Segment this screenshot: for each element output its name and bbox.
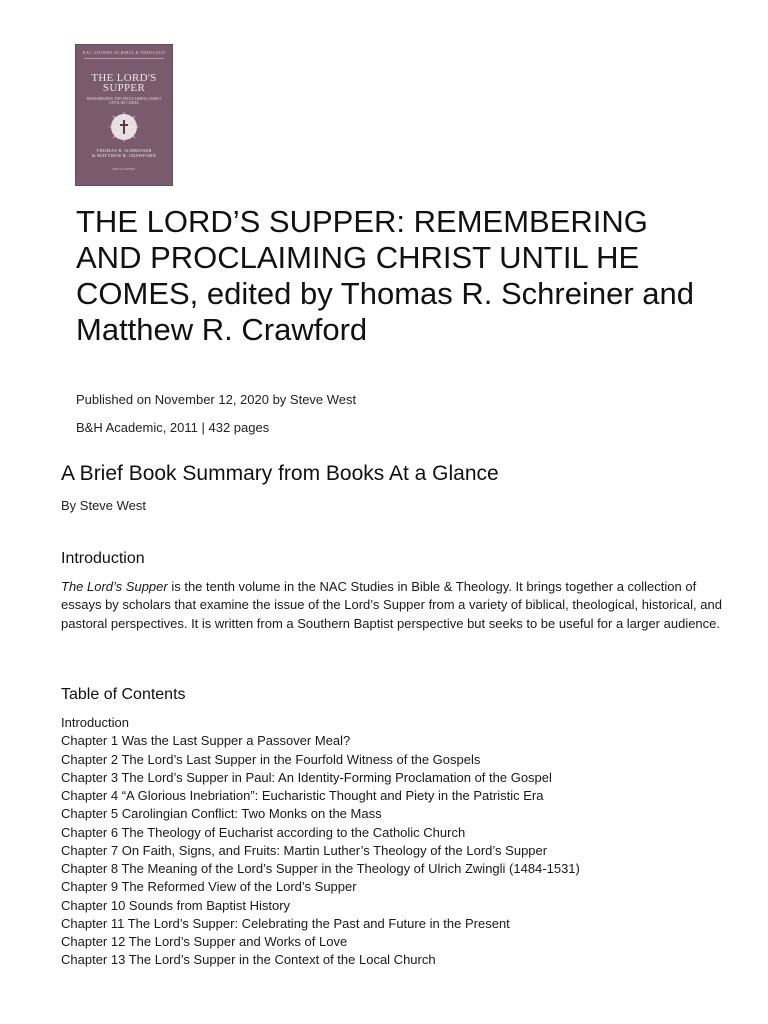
toc-item: Chapter 8 The Meaning of the Lord’s Supper in the Theology of Ulrich Zwingli (1484-1531) (61, 861, 580, 876)
toc-item: Chapter 12 The Lord’s Supper and Works of Love (61, 934, 348, 949)
toc-item: Chapter 9 The Reformed View of the Lord’s Supper (61, 879, 357, 895)
cover-subtitle: REMEMBERING AND PROCLAIMING CHRIST UNTIL HE COMES (86, 97, 162, 106)
book-title: THE LORD’S SUPPER: REMEMBERING AND PROCLAIMING CHRIST UNTIL HE COMES, edited by Thomas R. Schreiner and Matthew R. Crawford (76, 204, 694, 347)
toc-heading: Table of Contents (61, 686, 186, 703)
toc-item: Chapter 7 On Faith, Signs, and Fruits: Martin Luther’s Theology of the Lord’s Supper (61, 842, 548, 858)
introduction-text: is the tenth volume in the NAC Studies in Bible & Theology. It brings together a collection of essays by scholars that examine the issue of the Lord’s Supper from a variety of biblical, theological, historical, and pastoral perspectives. It is written from a Southern Baptist perspective but seeks to be useful for a larger audience. (61, 579, 722, 631)
cover-title-line2: SUPPER (102, 82, 146, 94)
toc-item: Chapter 3 The Lord’s Supper in Paul: An Identity-Forming Proclamation of the Gospel (61, 769, 552, 785)
toc-item: Chapter 2 The Lord’s Last Supper in the Fourfold Witness of the Gospels (61, 751, 481, 767)
toc-item: Introduction (61, 715, 129, 730)
introduction-heading: Introduction (61, 550, 145, 567)
cover-publisher: B&H ACADEMIC (112, 167, 136, 171)
cover-title (76, 73, 172, 93)
book-title-italic: The Lord’s Supper (61, 579, 168, 594)
cross-emblem-icon (109, 112, 139, 142)
cover-series: NAC STUDIES IN BIBLE & THEOLOGY (82, 50, 166, 55)
cover-rule (84, 58, 164, 59)
cover-author-line1: THOMAS R. SCHREINER (96, 147, 152, 153)
published-info: Published on November 12, 2020 by Steve West (76, 392, 357, 407)
toc-item: Chapter 10 Sounds from Baptist History (61, 897, 291, 913)
toc-item: Chapter 11 The Lord’s Supper: Celebrating the Past and Future in the Present (61, 915, 510, 931)
introduction-paragraph (61, 578, 729, 633)
book-cover (75, 44, 173, 186)
publisher-info: B&H Academic, 2011 | 432 pages (76, 420, 270, 435)
toc-item: Chapter 1 Was the Last Supper a Passover Meal? (61, 733, 351, 749)
toc-item: Chapter 5 Carolingian Conflict: Two Monks on the Mass (61, 806, 382, 822)
toc-list (61, 714, 580, 970)
cover-authors (76, 148, 172, 159)
byline: By Steve West (61, 498, 147, 513)
cover-author-line2: & MATTHEW R. CRAWFORD (92, 153, 156, 159)
toc-item: Chapter 6 The Theology of Eucharist according to the Catholic Church (61, 824, 466, 840)
cover-title-line1: THE LORD'S (91, 72, 157, 84)
toc-item: Chapter 4 “A Glorious Inebriation”: Eucharistic Thought and Piety in the Patristic Era (61, 788, 544, 803)
toc-item: Chapter 13 The Lord’s Supper in the Context of the Local Church (61, 952, 436, 968)
summary-heading: A Brief Book Summary from Books At a Glance (61, 462, 499, 485)
